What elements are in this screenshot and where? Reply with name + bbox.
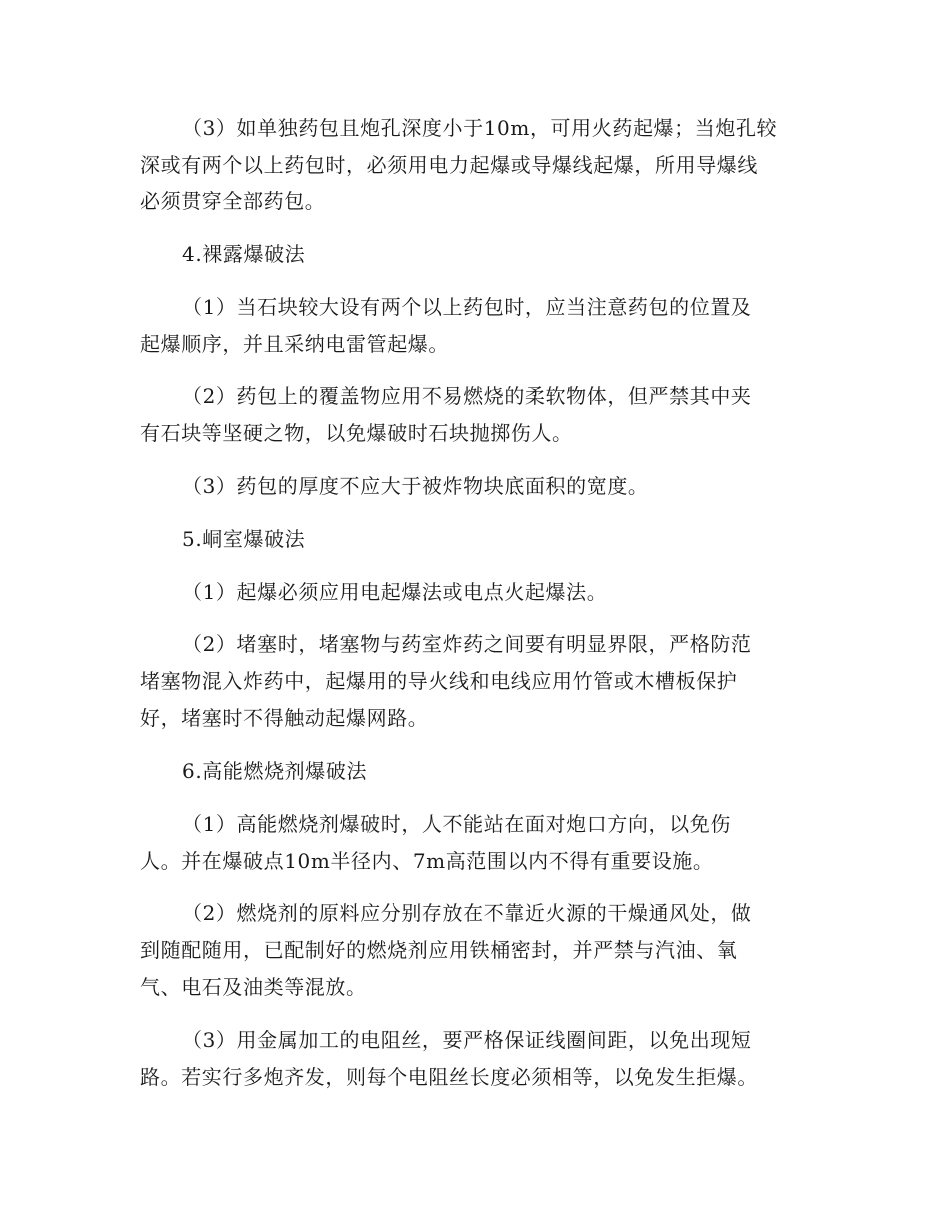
- paragraph-line: （1）起爆必须应用电起爆法或电点火起爆法。: [182, 580, 608, 604]
- paragraph-line: 到随配随用，已配制好的燃烧剂应用铁桶密封，并严禁与汽油、氧: [140, 938, 738, 962]
- paragraph-line: 好，堵塞时不得触动起爆网路。: [140, 706, 429, 730]
- paragraph-line: （2）堵塞时，堵塞物与药室炸药之间要有明显界限，严格防范: [182, 632, 752, 656]
- paragraph-line: （1）当石块较大设有两个以上药包时，应当注意药包的位置及: [182, 295, 752, 319]
- section-heading: 4.裸露爆破法: [182, 242, 306, 266]
- paragraph-line: 起爆顺序，并且采纳电雷管起爆。: [140, 332, 449, 356]
- paragraph-line: 有石块等坚硬之物，以免爆破时石块抛掷伤人。: [140, 421, 573, 445]
- paragraph-line: 深或有两个以上药包时，必须用电力起爆或导爆线起爆，所用导爆线: [140, 153, 758, 177]
- paragraph-line: （3）药包的厚度不应大于被炸物块底面积的宽度。: [182, 474, 649, 498]
- paragraph-line: （3）如单独药包且炮孔深度小于10m，可用火药起爆；当炮孔较: [182, 116, 778, 140]
- paragraph-line: （3）用金属加工的电阻丝，要严格保证线圈间距，以免出现短: [182, 1028, 752, 1052]
- paragraph-line: （2）燃烧剂的原料应分别存放在不靠近火源的干燥通风处，做: [182, 901, 752, 925]
- paragraph-line: 路。若实行多炮齐发，则每个电阻丝长度必须相等，以免发生拒爆。: [140, 1065, 758, 1089]
- paragraph-line: （2）药包上的覆盖物应用不易燃烧的柔软物体，但严禁其中夹: [182, 384, 752, 408]
- paragraph-line: 人。并在爆破点10m半径内、7m高范围以内不得有重要设施。: [140, 849, 714, 873]
- paragraph-line: 必须贯穿全部药包。: [140, 189, 326, 213]
- paragraph-line: 堵塞物混入炸药中，起爆用的导火线和电线应用竹管或木槽板保护: [140, 669, 738, 693]
- paragraph-line: （1）高能燃烧剂爆破时，人不能站在面对炮口方向，以免伤: [182, 812, 731, 836]
- section-heading: 6.高能燃烧剂爆破法: [182, 759, 368, 783]
- section-heading: 5.峒室爆破法: [182, 527, 306, 551]
- paragraph-line: 气、电石及油类等混放。: [140, 975, 367, 999]
